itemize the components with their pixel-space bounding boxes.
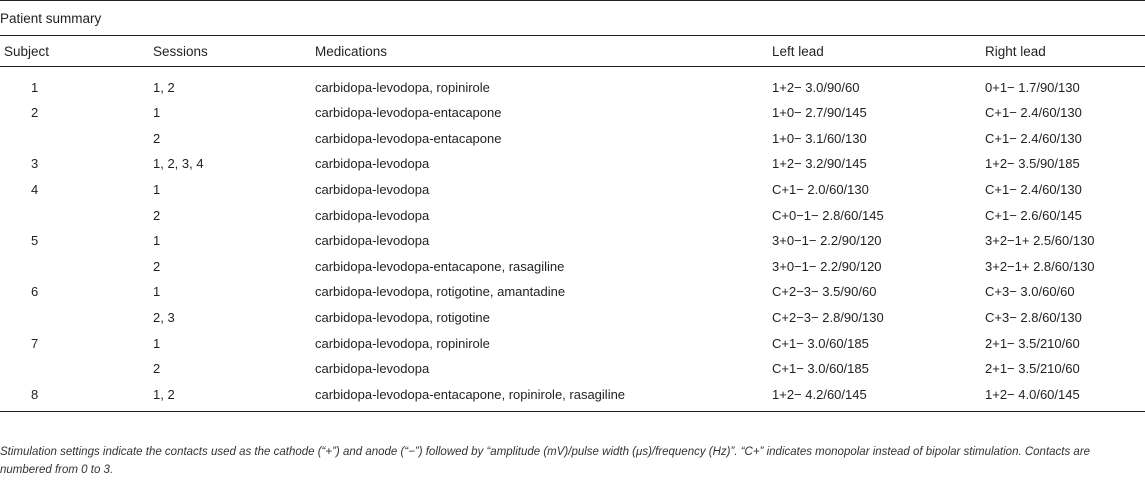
cell-sessions: 1, 2 [153,80,175,95]
cell-subject: 8 [0,382,153,412]
cell-subject [0,202,153,228]
table-row [0,228,1145,254]
cell-left-lead: C+1− 3.0/60/185 [772,361,869,377]
cell-medications: carbidopa-levodopa, ropinirole [315,80,490,95]
cell-left-lead: 1+0− 2.7/90/145 [772,105,867,121]
cell-medications: carbidopa-levodopa [315,182,430,198]
cell-medications: carbidopa-levodopa-entacapone [315,130,502,146]
cell-sessions: 1 [153,335,161,351]
cell-medications: carbidopa-levodopa, ropinirole [315,335,490,351]
cell-left-lead: 1+2− 3.2/90/145 [772,156,867,172]
table-body [0,67,1145,412]
cell-right-lead: 1+2− 3.5/90/185 [985,156,1080,172]
cell-left-lead: 1+2− 3.0/90/60 [772,80,860,95]
header-subject: Subject [0,36,153,67]
cell-subject: 2 [31,105,39,121]
table-row [0,177,1145,203]
cell-medications: carbidopa-levodopa [315,361,430,377]
cell-right-lead: C+1− 2.4/60/130 [985,130,1082,146]
cell-subject: 1 [31,80,39,95]
cell-sessions: 2 [153,207,161,223]
table-row [0,330,1145,356]
cell-left-lead: 1+0− 3.1/60/130 [772,130,867,146]
table-row [0,382,1145,412]
cell-right-lead: C+1− 2.4/60/130 [985,182,1082,198]
cell-medications: carbidopa-levodopa-entacapone, rasagiline [315,258,565,274]
cell-right-lead: 2+1− 3.5/210/60 [985,361,1080,377]
table-title: Patient summary [0,1,1145,36]
cell-sessions: 1 [153,105,161,121]
cell-left-lead: C+0−1− 2.8/60/145 [772,207,884,223]
table-footnote: Stimulation settings indicate the contacts used as the cathode (“+”) and anode (“−”) followed by “amplitude (mV)/pulse width (μs)/frequency (Hz)”. “C+” indicates monopolar instead of bipolar stimulation. Contacts are numbered from 0 to 3. [0,446,1091,476]
cell-subject: 7 [31,335,39,351]
cell-sessions: 1, 2 [153,382,315,412]
table-row [0,356,1145,382]
table-row [0,202,1145,228]
cell-subject [0,126,153,152]
cell-sessions: 2 [153,130,161,146]
cell-right-lead: C+1− 2.6/60/145 [985,207,1082,223]
header-medications: Medications [315,36,772,67]
cell-left-lead: 3+0−1− 2.2/90/120 [772,233,882,249]
cell-sessions: 2 [153,258,161,274]
cell-left-lead: C+2−3− 3.5/90/60 [772,284,877,300]
cell-sessions: 1 [153,182,161,198]
table-row [0,151,1145,177]
cell-medications: carbidopa-levodopa, rotigotine [315,310,490,326]
cell-subject [0,305,153,331]
cell-right-lead: 3+2−1+ 2.8/60/130 [985,258,1095,274]
column-header-row [0,36,1145,67]
table-row [0,279,1145,305]
table-row [0,254,1145,280]
table-row [0,305,1145,331]
cell-sessions: 1 [153,284,161,300]
cell-left-lead: 1+2− 4.2/60/145 [772,382,985,412]
cell-right-lead: C+1− 2.4/60/130 [985,105,1082,121]
cell-left-lead: C+1− 2.0/60/130 [772,182,869,198]
cell-subject: 3 [31,156,39,172]
cell-sessions: 1 [153,233,161,249]
table-title-row [0,1,1145,36]
cell-subject: 5 [31,233,39,249]
cell-right-lead: C+3− 3.0/60/60 [985,284,1075,300]
cell-sessions: 1, 2, 3, 4 [153,156,204,172]
cell-subject: 4 [31,182,39,198]
cell-right-lead: 3+2−1+ 2.5/60/130 [985,233,1095,249]
cell-left-lead: C+2−3− 2.8/90/130 [772,310,884,326]
cell-right-lead: 2+1− 3.5/210/60 [985,335,1080,351]
header-right-lead: Right lead [985,36,1145,67]
cell-medications: carbidopa-levodopa [315,156,430,172]
cell-subject: 6 [31,284,39,300]
cell-right-lead: C+3− 2.8/60/130 [985,310,1082,326]
cell-medications: carbidopa-levodopa-entacapone, ropinirole, rasagiline [315,382,772,412]
header-left-lead: Left lead [772,36,985,67]
cell-medications: carbidopa-levodopa, rotigotine, amantadine [315,284,566,300]
cell-medications: carbidopa-levodopa [315,233,430,249]
cell-sessions: 2, 3 [153,310,175,326]
cell-left-lead: C+1− 3.0/60/185 [772,335,869,351]
table-row [0,67,1145,101]
table-row [0,126,1145,152]
cell-subject [0,356,153,382]
cell-sessions: 2 [153,361,161,377]
cell-medications: carbidopa-levodopa [315,207,430,223]
cell-right-lead: 1+2− 4.0/60/145 [985,382,1145,412]
cell-right-lead: 0+1− 1.7/90/130 [985,80,1080,95]
cell-medications: carbidopa-levodopa-entacapone [315,105,502,121]
table-row [0,100,1145,126]
header-sessions: Sessions [153,36,315,67]
cell-subject [0,254,153,280]
cell-left-lead: 3+0−1− 2.2/90/120 [772,258,882,274]
